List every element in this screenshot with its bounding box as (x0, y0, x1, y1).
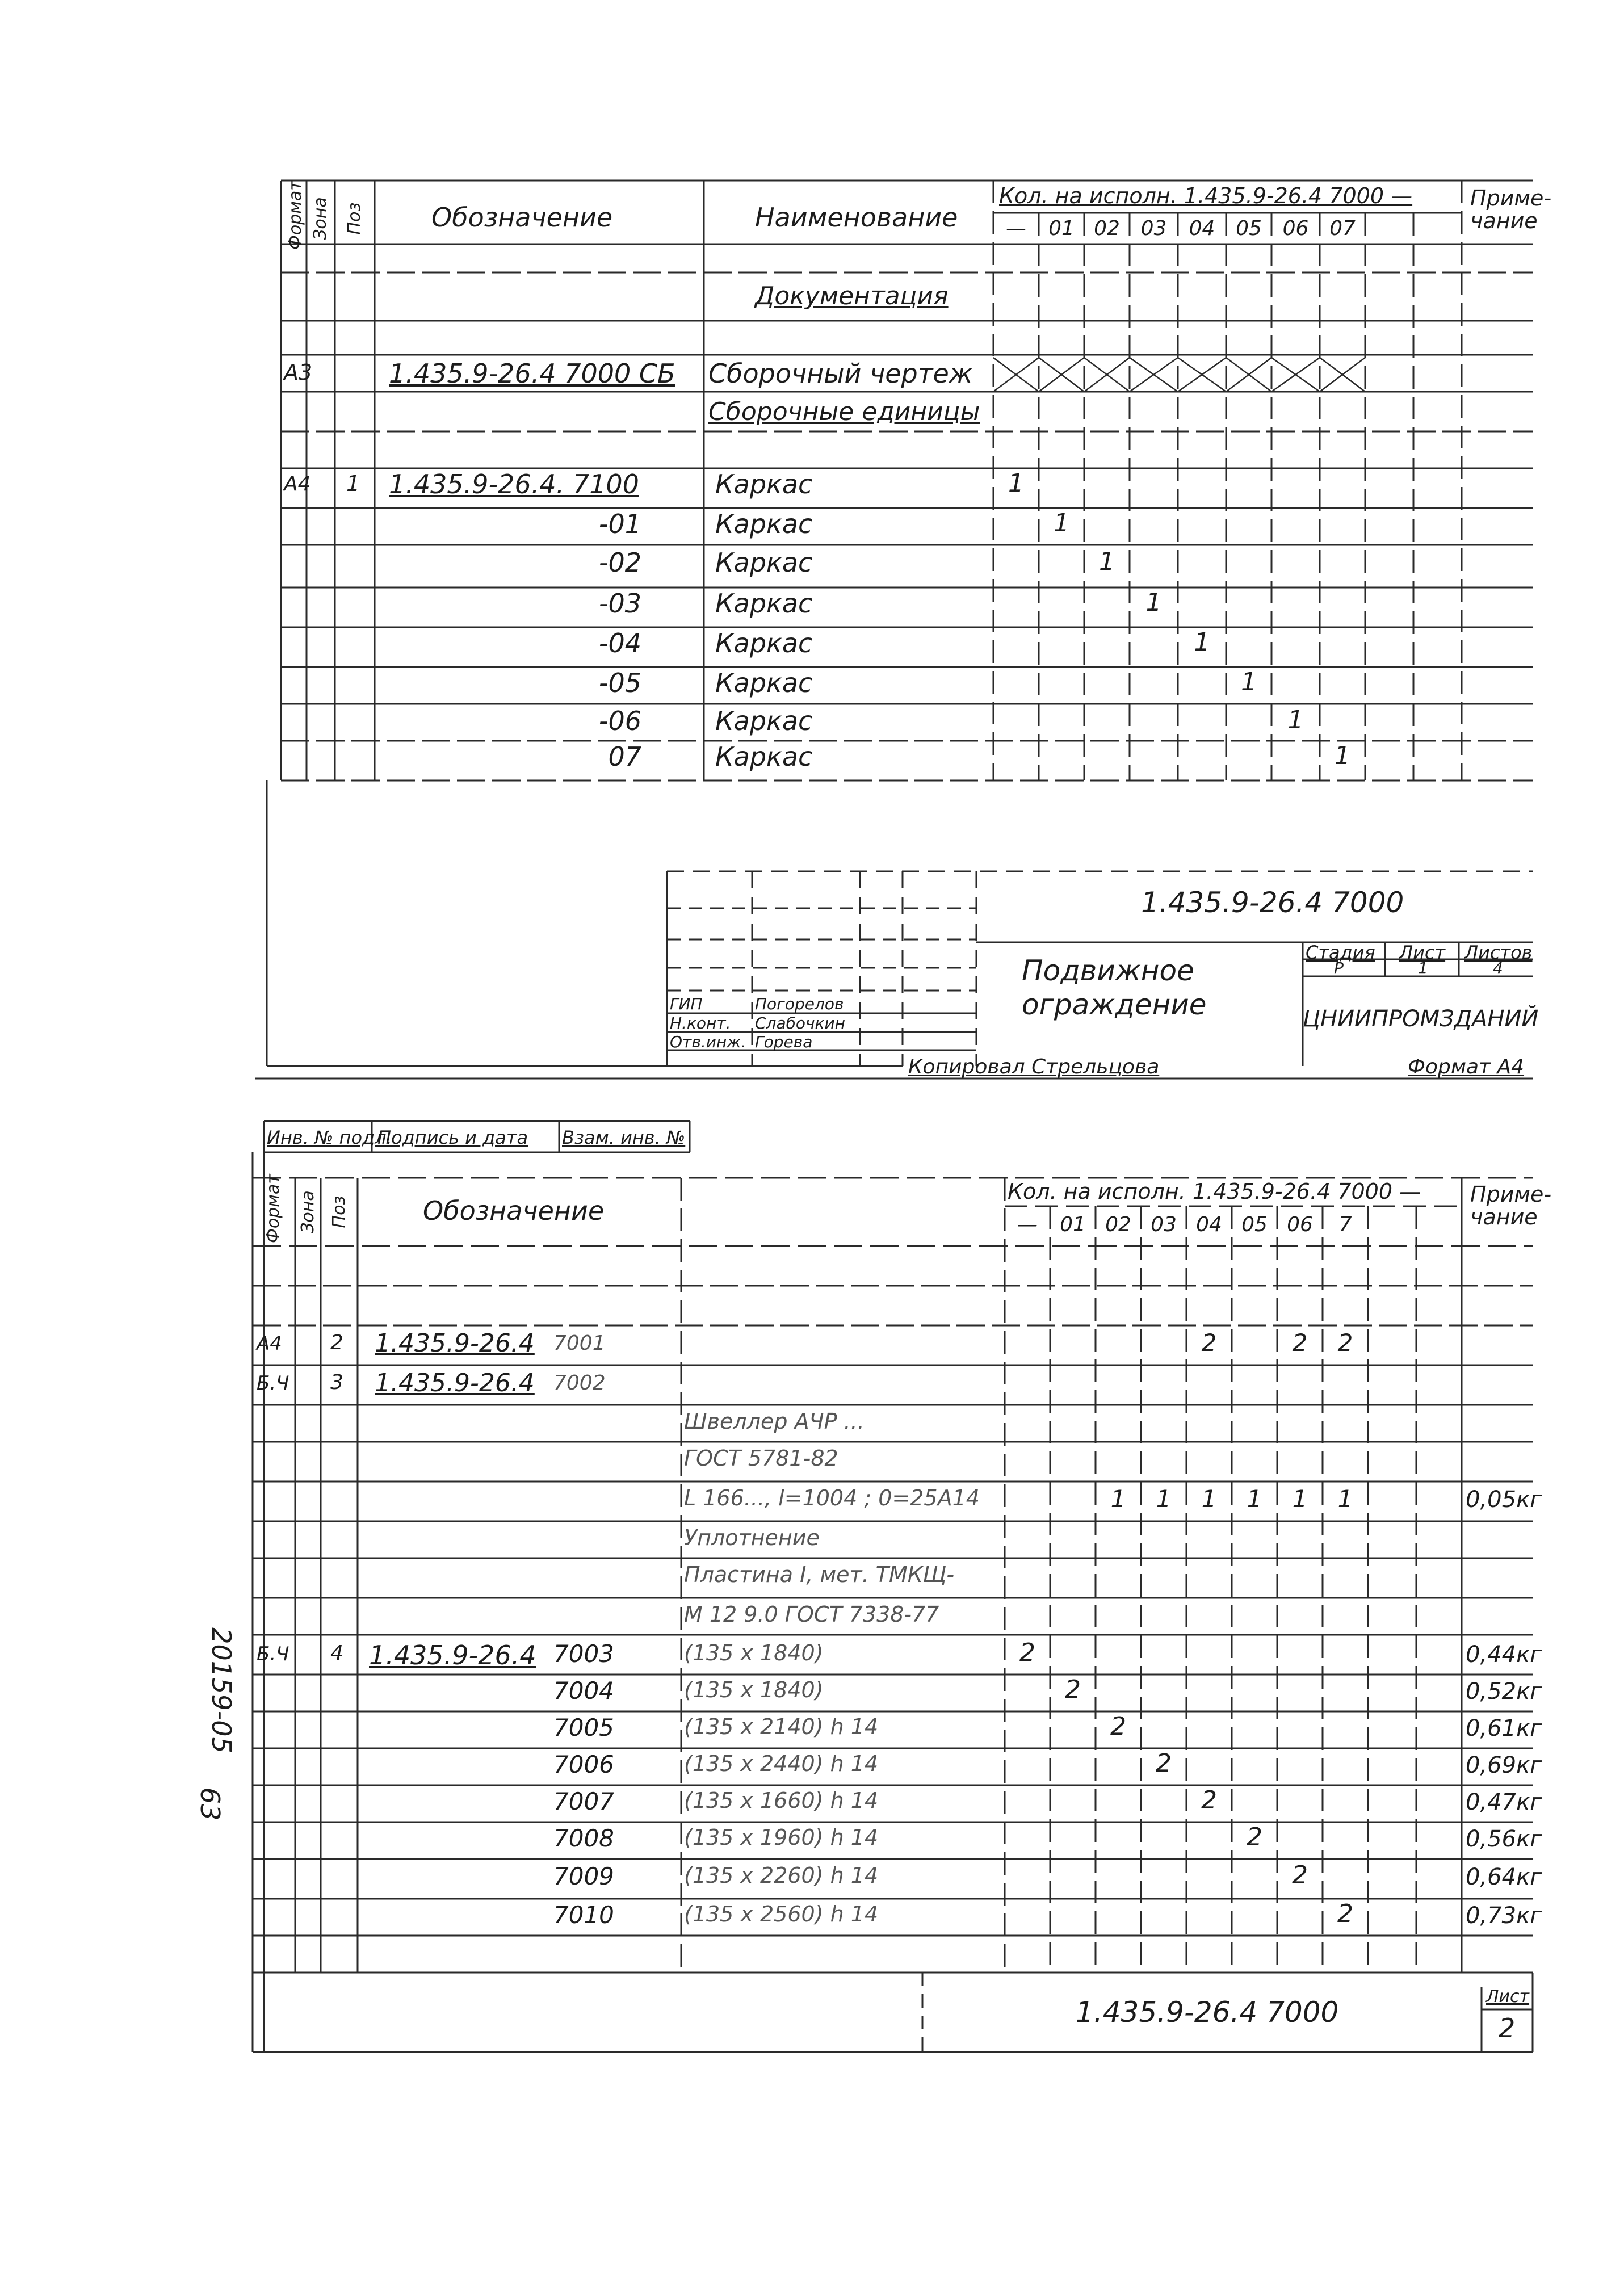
sheet-value: 1 (1418, 959, 1428, 977)
assembly-designation: -02 (598, 547, 641, 578)
subrow-qty: 2 (1019, 1638, 1035, 1667)
title-block-code: 1.435.9-26.4 7000 (1141, 886, 1404, 919)
sign-role-3: Отв.инж. (670, 1033, 746, 1051)
material-line: Швеллер АЧР ... (684, 1409, 865, 1434)
col-format-label: Формат (286, 181, 305, 250)
qty-title: Кол. на исполн. 1.435.9-26.4 7000 — (999, 183, 1413, 208)
material-qty: 1 (1156, 1485, 1172, 1513)
assembly-name: Каркас (715, 628, 813, 658)
assembly-name: Каркас (715, 469, 813, 500)
assembly-designation: -05 (598, 668, 641, 698)
assembly-format: А4 (284, 472, 311, 496)
sheets-label: Листов (1464, 942, 1533, 963)
subrow-suffix: 7005 (553, 1714, 614, 1741)
s2-col-designation-label: Обозначение (423, 1195, 605, 1226)
exec-header: 04 (1196, 1213, 1222, 1236)
assembly-qty: 1 (1145, 588, 1162, 617)
assembly-designation: -06 (598, 706, 641, 736)
material-qty: 1 (1201, 1485, 1217, 1513)
col-zone-label: Зона (310, 197, 330, 240)
stamp-sign-date: Подпись и дата (377, 1127, 528, 1148)
assembly-name: Каркас (715, 741, 813, 772)
sign-role-1: ГИП (670, 994, 703, 1013)
subrow-qty: 2 (1201, 1786, 1217, 1815)
subrow-name: (135 х 2260) h 14 (684, 1863, 879, 1888)
exec-header: 01 (1048, 217, 1075, 240)
organization: ЦНИИПРОМЗДАНИЙ (1303, 1006, 1539, 1032)
assembly-designation: 07 (608, 741, 641, 772)
row-format: Б.Ч (257, 1372, 289, 1395)
doc-name: Сборочный чертеж (708, 358, 973, 389)
assembly-designation: 1.435.9-26.4. 7100 (389, 469, 639, 500)
subrow-suffix: 7007 (553, 1787, 614, 1815)
subrow-note: 0,47кг (1466, 1789, 1542, 1815)
assembly-qty: 1 (1008, 469, 1024, 498)
doc-format: А3 (284, 360, 313, 385)
s2-footer-sheet-value: 2 (1499, 2013, 1516, 2043)
row-designation: 1.435.9-26.4 (375, 1329, 535, 1358)
section-documentation: Документация (755, 282, 949, 310)
row-suffix: 7002 (553, 1371, 606, 1395)
sign-name-3: Горева (755, 1033, 813, 1051)
subrow-note: 0,56кг (1466, 1826, 1542, 1852)
format-label: Формат А4 (1408, 1055, 1525, 1078)
row-pos: 3 (330, 1371, 343, 1394)
subrow-qty: 2 (1065, 1675, 1081, 1704)
assembly-qty: 1 (1335, 741, 1350, 770)
subrow-note: 0,44кг (1466, 1642, 1542, 1668)
subrow-note: 0,61кг (1466, 1715, 1542, 1741)
exec-header: 02 (1105, 1213, 1131, 1236)
exec-header: 05 (1241, 1213, 1268, 1236)
subrow-suffix: 7010 (553, 1901, 614, 1929)
s2-footer-code: 1.435.9-26.4 7000 (1076, 1996, 1339, 2029)
exec-header: — (1006, 217, 1026, 240)
material-line: L 166..., l=1004 ; 0=25А14 (684, 1485, 980, 1510)
exec-header: 05 (1236, 217, 1262, 240)
col-pos-label: Поз (345, 202, 364, 235)
margin-page: 63 (195, 1787, 225, 1821)
col-designation-label: Обозначение (431, 202, 613, 233)
exec-header: 02 (1094, 217, 1120, 240)
subrow-note: 0,64кг (1466, 1864, 1542, 1890)
exec-header: — (1017, 1213, 1038, 1236)
row-format: А4 (257, 1332, 282, 1355)
assembly-name: Каркас (715, 668, 813, 698)
exec-header: 7 (1338, 1213, 1352, 1236)
sheets-value: 4 (1493, 959, 1503, 977)
subrow-suffix: 7003 (553, 1640, 614, 1668)
subrow-qty: 2 (1337, 1899, 1353, 1928)
material-qty: 1 (1247, 1485, 1262, 1513)
exec-header: 06 (1287, 1213, 1313, 1236)
subrow-note: 0,69кг (1466, 1752, 1542, 1778)
assembly-designation: -03 (598, 588, 641, 619)
material-qty: 1 (1110, 1485, 1126, 1513)
s2-col-format-label: Формат (263, 1174, 283, 1243)
subrow-name: (135 х 2140) h 14 (684, 1714, 879, 1739)
s2-group-designation: 1.435.9-26.4 (369, 1640, 536, 1671)
s2-footer-sheet-label: Лист (1486, 1987, 1530, 2007)
row-designation: 1.435.9-26.4 (375, 1369, 535, 1398)
sign-name-1: Погорелов (755, 994, 844, 1013)
row-suffix: 7001 (553, 1332, 606, 1355)
stage-value: Р (1334, 959, 1344, 977)
subrow-name: (135 х 1660) h 14 (684, 1788, 879, 1813)
exec-header: 03 (1151, 1213, 1177, 1236)
subrow-name: (135 х 1840) (684, 1677, 824, 1702)
assembly-pos: 1 (346, 471, 360, 496)
title-block-title: Подвижное ограждение (1022, 954, 1207, 1021)
material-line: ГОСТ 5781-82 (684, 1446, 838, 1471)
s2-col-pos-label: Поз (329, 1195, 349, 1228)
assembly-qty: 1 (1241, 668, 1257, 696)
material-qty: 1 (1292, 1485, 1308, 1513)
material-line: Уплотнение (684, 1525, 820, 1550)
exec-header: 07 (1329, 217, 1356, 240)
subrow-suffix: 7008 (553, 1824, 614, 1852)
subrow-name: (135 х 2440) h 14 (684, 1751, 879, 1776)
subrow-suffix: 7004 (553, 1677, 614, 1705)
s2-group-format: Б.Ч (257, 1643, 289, 1665)
subrow-qty: 2 (1156, 1749, 1172, 1778)
subrow-suffix: 7006 (553, 1751, 614, 1778)
assembly-qty: 1 (1287, 706, 1304, 735)
sign-role-2: Н.конт. (670, 1014, 731, 1033)
assembly-qty: 1 (1194, 628, 1210, 657)
sheet-label: Лист (1399, 942, 1446, 963)
sign-name-2: Слабочкин (755, 1014, 845, 1033)
subrow-qty: 2 (1110, 1712, 1126, 1741)
assembly-qty: 1 (1054, 509, 1069, 538)
s2-note-label: Приме- чание (1470, 1182, 1552, 1229)
material-qty: 1 (1337, 1485, 1353, 1513)
row-qty: 2 (1201, 1329, 1217, 1357)
stamp-vzam: Взам. инв. № (562, 1127, 686, 1148)
subrow-suffix: 7009 (553, 1862, 614, 1890)
subrow-name: (135 х 2560) h 14 (684, 1902, 879, 1927)
col-name-label: Наименование (755, 202, 958, 233)
exec-header: 03 (1140, 217, 1167, 240)
assembly-designation: -01 (598, 509, 641, 539)
margin-number: 20159-05 (206, 1627, 237, 1753)
subrow-qty: 2 (1292, 1861, 1308, 1890)
subrow-note: 0,73кг (1466, 1903, 1542, 1929)
subrow-name: (135 х 1960) h 14 (684, 1825, 879, 1850)
stamp-inv-podl: Инв. № подл. (267, 1127, 392, 1148)
s2-group-pos: 4 (330, 1642, 343, 1665)
assembly-name: Каркас (715, 588, 813, 619)
exec-header: 06 (1282, 217, 1309, 240)
subrow-qty: 2 (1247, 1823, 1262, 1852)
assembly-designation: -04 (598, 628, 641, 658)
subrow-note: 0,52кг (1466, 1678, 1542, 1705)
assembly-name: Каркас (715, 509, 813, 539)
material-line: М 12 9.0 ГОСТ 7338-77 (684, 1602, 939, 1627)
copied-by: Копировал Стрельцова (908, 1055, 1160, 1078)
stage-label: Стадия (1306, 942, 1375, 963)
subrow-name: (135 х 1840) (684, 1640, 824, 1665)
assembly-name: Каркас (715, 547, 813, 578)
exec-header: 04 (1189, 217, 1215, 240)
s2-col-zone-label: Зона (298, 1190, 318, 1233)
doc-designation: 1.435.9-26.4 7000 СБ (389, 358, 675, 389)
material-note: 0,05кг (1466, 1487, 1542, 1513)
row-qty: 2 (1292, 1329, 1308, 1357)
exec-header: 01 (1060, 1213, 1086, 1236)
row-qty: 2 (1337, 1329, 1353, 1357)
assembly-name: Каркас (715, 706, 813, 736)
row-pos: 2 (330, 1331, 343, 1354)
s2-qty-title: Кол. на исполн. 1.435.9-26.4 7000 — (1008, 1179, 1421, 1204)
material-line: Пластина I, мет. ТМКЩ- (684, 1562, 955, 1587)
section-assemblies: Сборочные единицы (708, 397, 980, 426)
note-label: Приме- чание (1470, 186, 1552, 233)
assembly-qty: 1 (1099, 547, 1115, 576)
